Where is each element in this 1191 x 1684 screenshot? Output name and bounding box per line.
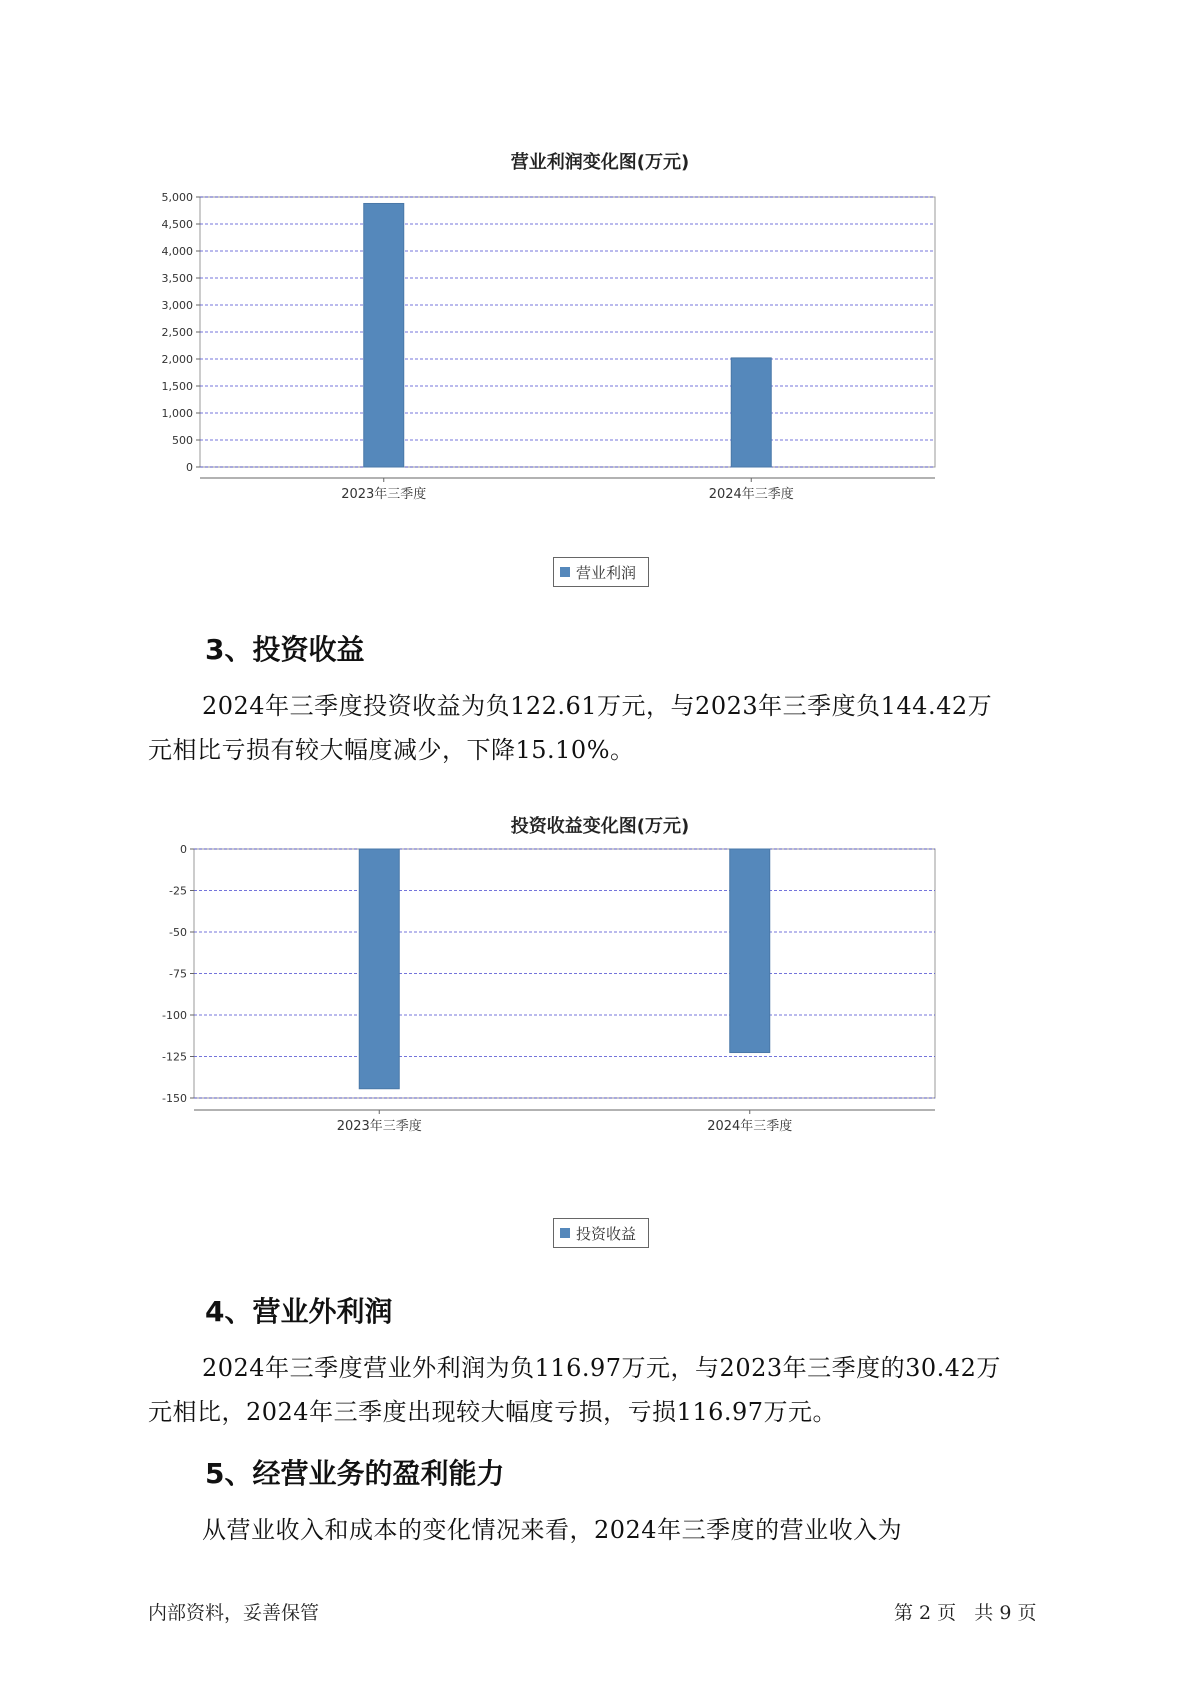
section3-heading: 3、投资收益 <box>205 633 365 666</box>
y-tick-label: 4,500 <box>161 218 193 231</box>
y-tick-label: 500 <box>172 434 193 447</box>
y-tick-label: 3,500 <box>161 272 193 285</box>
chart2-title: 投资收益变化图(万元) <box>510 816 690 837</box>
y-tick-label: 2,500 <box>161 326 193 339</box>
chart1-title: 营业利润变化图(万元) <box>510 152 690 173</box>
footer-confidential: 内部资料，妥善保管 <box>148 1602 320 1624</box>
y-tick-label: -150 <box>162 1092 187 1105</box>
y-tick-label: 2,000 <box>161 353 193 366</box>
bar <box>364 203 404 467</box>
investment-income-chart <box>150 842 1050 1202</box>
section3-line2: 元相比亏损有较大幅度减少，下降15.10%。 <box>148 736 635 764</box>
footer-page-number: 第 2 页 共 9 页 <box>894 1602 1037 1624</box>
bar <box>731 358 771 467</box>
section4-line1: 2024年三季度营业外利润为负116.97万元，与2023年三季度的30.42万 <box>202 1354 1001 1382</box>
x-tick-label: 2024年三季度 <box>707 1119 793 1134</box>
chart2-legend <box>553 1218 649 1248</box>
legend-label: 投资收益 <box>576 1224 637 1243</box>
section5-line1: 从营业收入和成本的变化情况来看，2024年三季度的营业收入为 <box>202 1516 903 1544</box>
y-tick-label: -100 <box>162 1009 187 1022</box>
section4-heading: 4、营业外利润 <box>205 1295 393 1328</box>
legend-swatch <box>560 1228 570 1238</box>
y-tick-label: 5,000 <box>161 191 193 204</box>
bar <box>730 849 770 1053</box>
y-tick-label: -50 <box>169 926 187 939</box>
y-tick-label: 0 <box>180 843 187 856</box>
y-tick-label: 3,000 <box>161 299 193 312</box>
chart1-legend <box>553 557 649 587</box>
legend-label: 营业利润 <box>576 563 637 582</box>
y-tick-label: 4,000 <box>161 245 193 258</box>
x-tick-label: 2023年三季度 <box>341 487 427 502</box>
y-tick-label: -125 <box>162 1050 187 1064</box>
x-tick-label: 2024年三季度 <box>708 487 794 502</box>
x-tick-label: 2023年三季度 <box>336 1119 422 1134</box>
y-tick-label: 1,000 <box>161 407 193 420</box>
y-tick-label: -25 <box>169 884 187 898</box>
operating-profit-chart <box>150 180 1050 540</box>
section5-heading: 5、经营业务的盈利能力 <box>205 1457 505 1490</box>
y-tick-label: -75 <box>169 967 187 981</box>
legend-swatch <box>560 567 570 577</box>
bar <box>359 849 399 1089</box>
y-tick-label: 0 <box>186 461 193 474</box>
section3-line1: 2024年三季度投资收益为负122.61万元，与2023年三季度负144.42万 <box>202 692 993 720</box>
section4-line2: 元相比，2024年三季度出现较大幅度亏损，亏损116.97万元。 <box>148 1398 838 1426</box>
y-tick-label: 1,500 <box>161 380 193 393</box>
